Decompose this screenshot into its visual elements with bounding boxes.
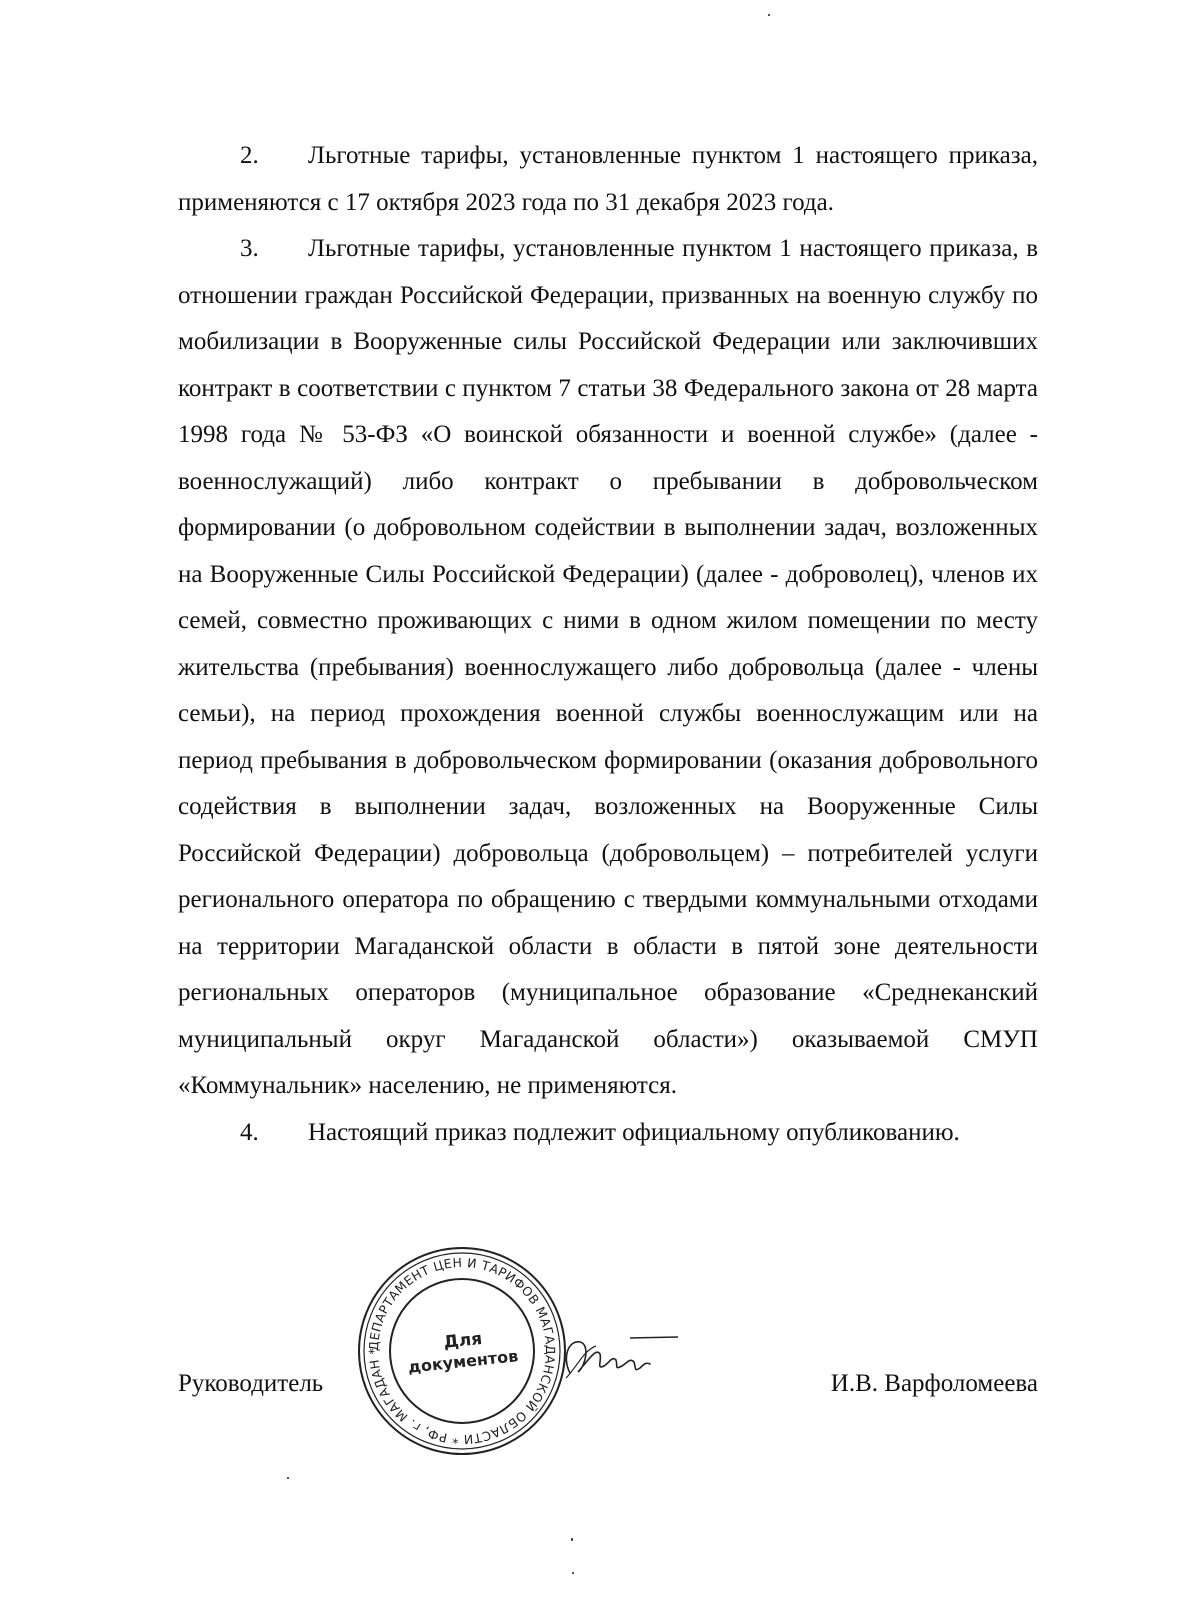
signatory-role: Руководитель	[178, 1370, 324, 1397]
paragraph-text: Льготные тарифы, установленные пунктом 1 настоящего приказа, применяются с 17 октября 2023 года по 31 декабря 2023 года.	[178, 142, 1038, 216]
paragraph-2	[178, 133, 1038, 226]
scan-speck	[768, 14, 770, 16]
paragraph-number: 4.	[240, 1118, 259, 1146]
stamp-center-line-2: документов	[407, 1346, 520, 1377]
stamp-center-line-1: Для	[442, 1328, 484, 1353]
signatory-name: И.В. Варфоломеева	[830, 1370, 1038, 1397]
paragraph-4	[178, 1110, 1038, 1157]
official-stamp	[356, 1245, 568, 1457]
paragraph-text: Льготные тарифы, установленные пунктом 1 настоящего приказа, в отношении граждан Российской Федерации, призванных на военную службу по мобилизации в Вооруженные силы Российской Федерации или заключивших контракт в соответствии с пунктом 7 статьи 38 Федерального закона от 28 марта 1998 года № 53-ФЗ «О воинской обязанности и военной службе» (далее - военнослужащий) либо контракт о пребывании в добровольческом формировании (о добровольном содействии в выполнении задач, возложенных на Вооруженные Силы Российской Федерации) (далее - доброволец), членов их семей, совместно проживающих с ними в одном жилом помещении по месту жительства (пребывания) военнослужащего либо добровольца (далее - члены семьи), на период прохождения военной службы военнослужащим или на период пребывания в добровольческом формировании (оказания добровольного содействия в выполнении задач, возложенных на Вооруженные Силы Российской Федерации) добровольца (добровольцем) – потребителей услуги регионального оператора по обращению с твердыми коммунальными отходами на территории Магаданской области в области в пятой зоне деятельности региональных операторов (муниципальное образование «Среднеканский муниципальный округ Магаданской области») оказываемой СМУП «Коммунальник» населению, не применяются.	[178, 235, 1038, 1099]
stamp-ring-text: ДЕПАРТАМЕНТ ЦЕН И ТАРИФОВ МАГАДАНСКОЙ ОБЛАСТИ * РФ, г. МАГАДАН *	[365, 1254, 559, 1448]
scan-speck	[287, 1477, 289, 1479]
paragraph-3	[178, 226, 1038, 1110]
handwritten-signature	[560, 1328, 680, 1388]
document-body	[178, 133, 1038, 1156]
scan-speck	[571, 1538, 573, 1541]
scan-speck	[572, 1572, 574, 1574]
paragraph-number: 2.	[240, 142, 259, 169]
paragraph-text: Настоящий приказ подлежит официальному опубликованию.	[308, 1118, 960, 1146]
paragraph-number: 3.	[240, 235, 259, 262]
